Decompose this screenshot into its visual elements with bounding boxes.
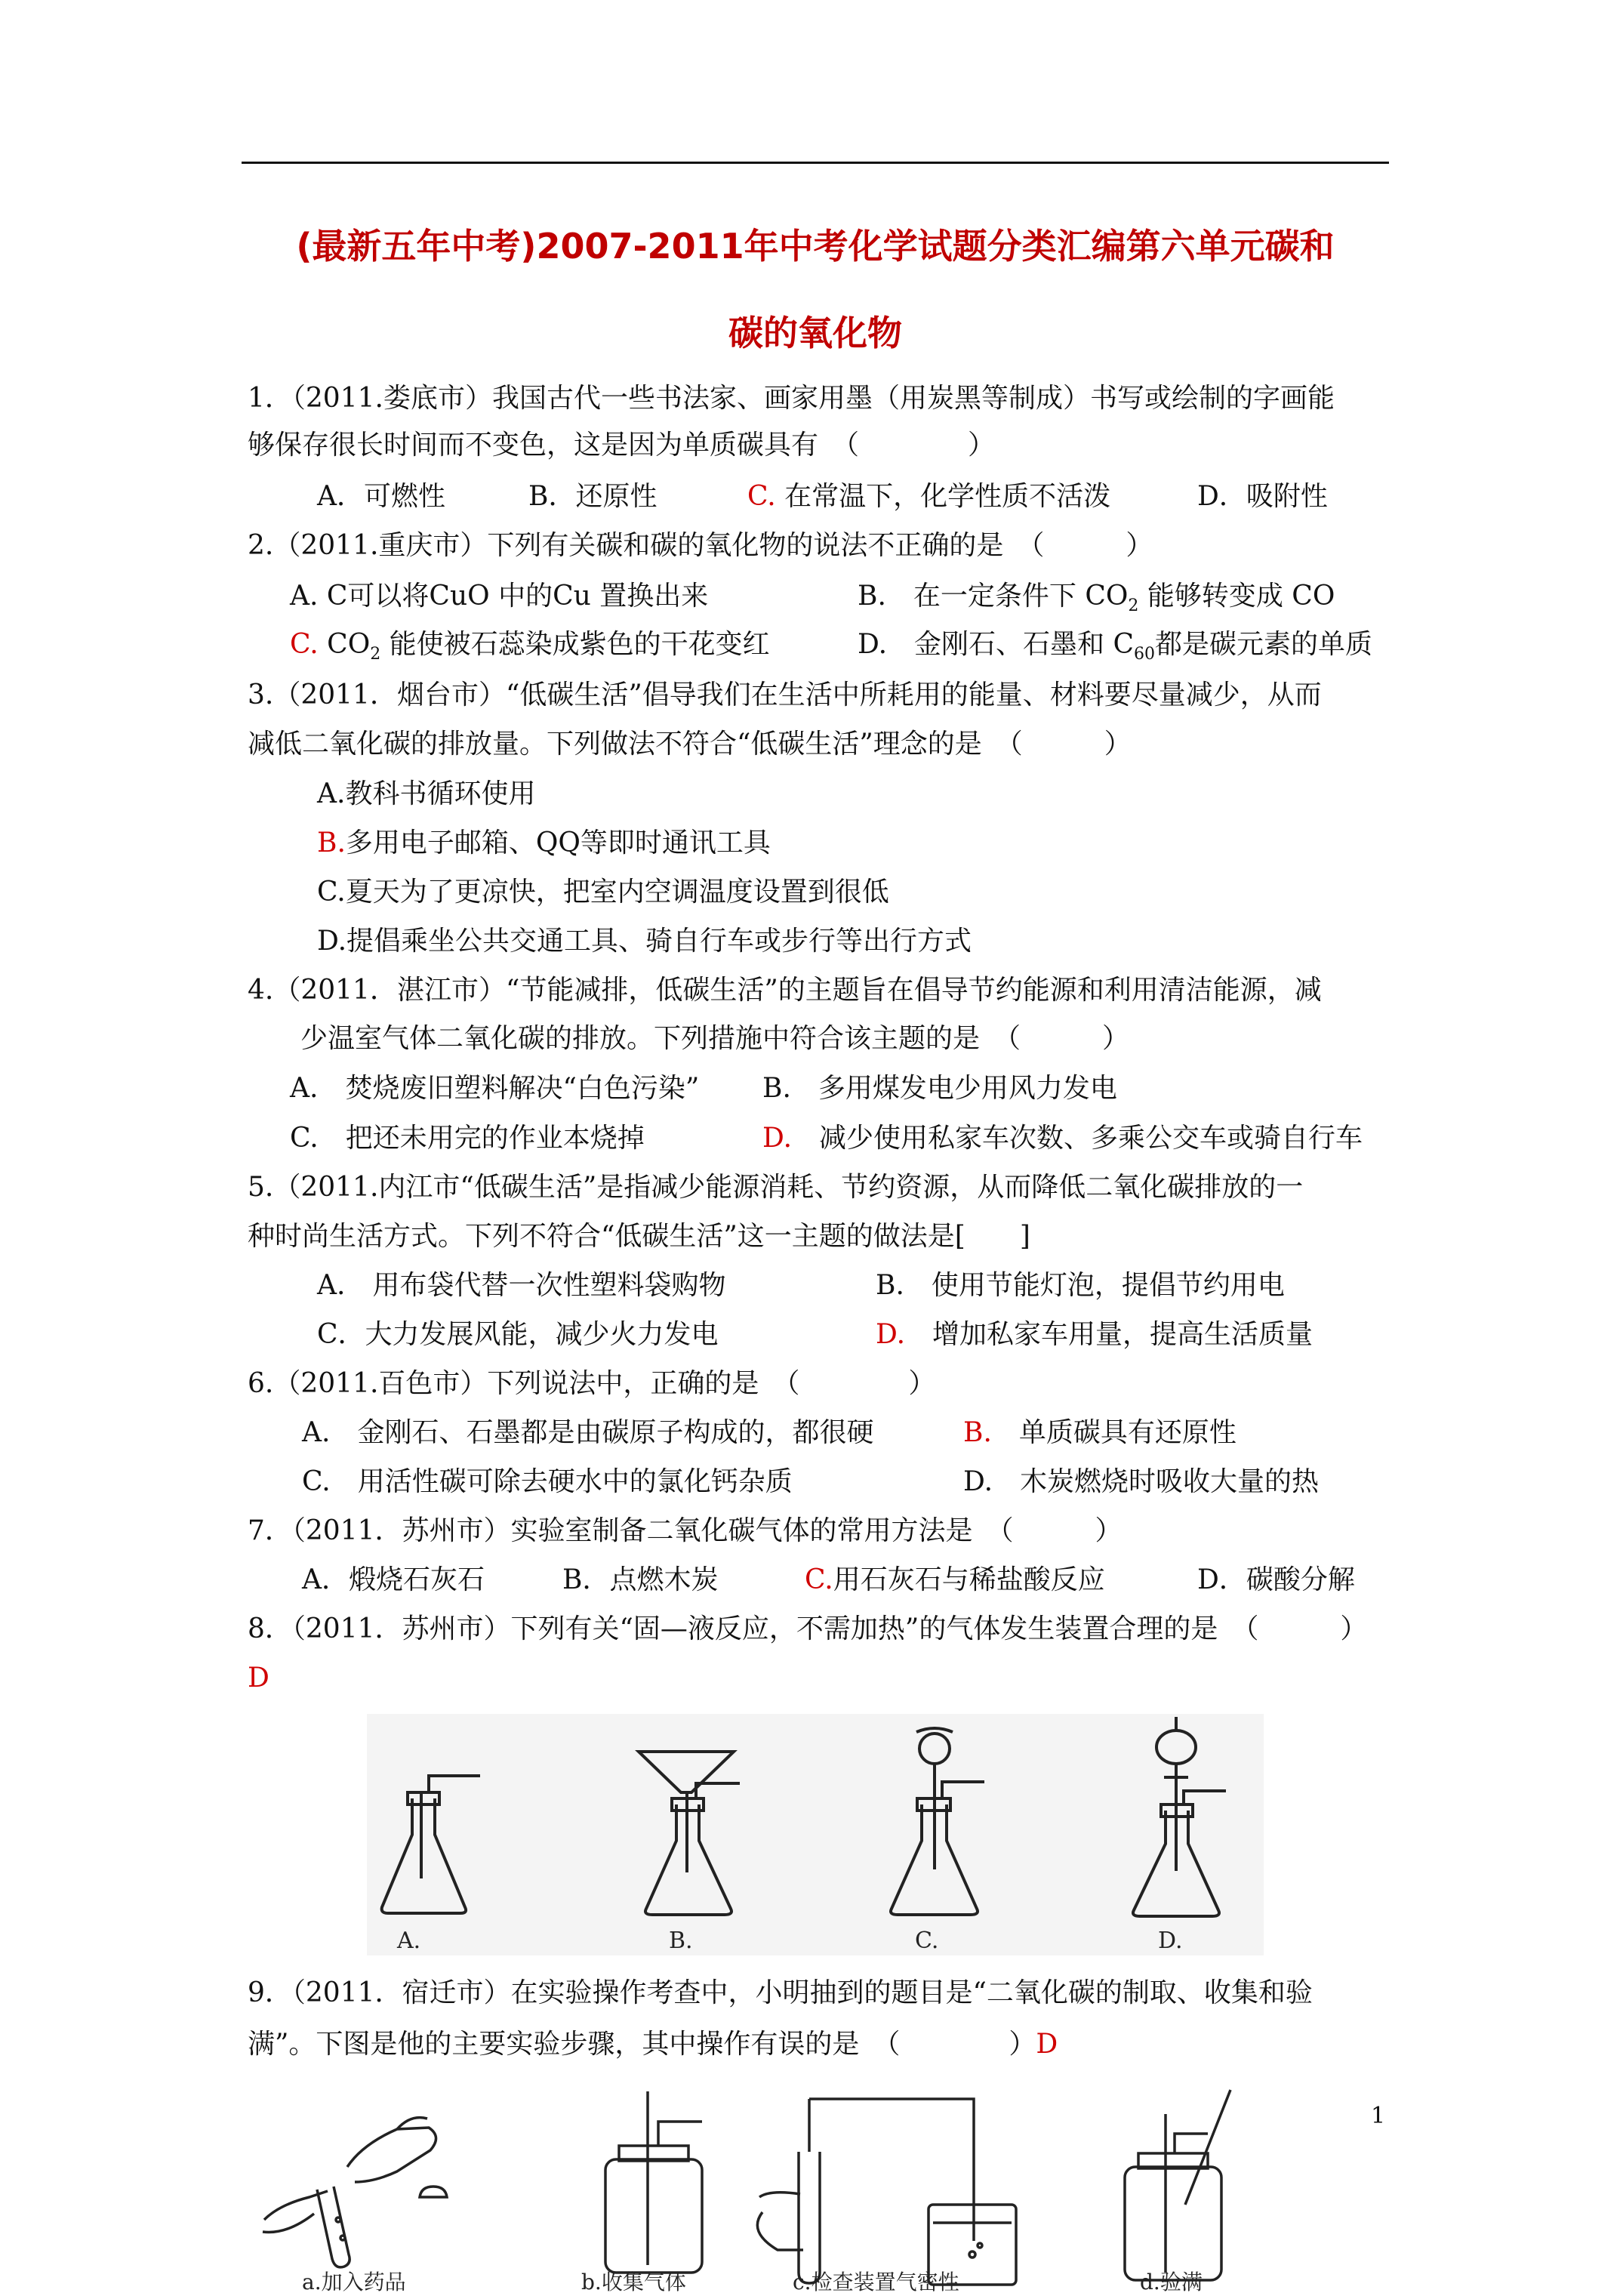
apparatus-label-c: C. [915,1928,939,1954]
q4-option-a: A. 焚烧废旧塑料解决“白色污染” [290,1073,700,1104]
q7-option-b: B．点燃木炭 [562,1564,719,1595]
q3-option-c: C.夏天为了更凉快，把室内空调温度设置到很低 [317,877,889,908]
q1-option-c: C. 在常温下，化学性质不活泼 [747,481,1111,512]
q6-answer-mark: B. [963,1417,992,1448]
q8-stem: 8．（2011．苏州市）下列有关“固—液反应，不需加热”的气体发生装置合理的是 （ ） [248,1613,1368,1644]
q3-option-b: B.多用电子邮箱、QQ等即时通讯工具 [317,827,771,858]
q5-option-b: B. 使用节能灯泡，提倡节约用电 [876,1270,1285,1301]
document-title-line1: (最新五年中考)2007-2011年中考化学试题分类汇编第六单元碳和 [296,226,1335,267]
q2-answer-mark: C. [290,629,319,660]
q2-option-a: A. C可以将CuO 中的Cu 置换出来 [290,581,709,612]
step-caption-b: b.收集气体 [581,2270,686,2294]
q9-answer: D [1036,2029,1058,2060]
q4-answer-mark: D. [762,1123,793,1154]
q5-option-d: D. 增加私家车用量，提高生活质量 [876,1319,1313,1350]
step-c-checking-airtightness [757,2099,1016,2285]
q3-option-a: A.教科书循环使用 [317,778,536,809]
document-title-line2: 碳的氧化物 [728,313,902,353]
q9-stem-line1: 9．（2011．宿迁市）在实验操作考查中，小明抽到的题目是“二氧化碳的制取、收集和验 [248,1977,1313,2008]
q8-answer: D [248,1663,269,1693]
q4-option-b: B. 多用煤发电少用风力发电 [762,1073,1117,1104]
header-rule [242,162,1389,164]
q3-answer-mark: B. [317,827,346,858]
q6-option-a: A. 金刚石、石墨都是由碳原子构成的，都很硬 [302,1417,874,1448]
q1-stem-line2: 够保存很长时间而不变色，这是因为单质碳具有 （ ） [248,430,996,461]
q5-option-c: C．大力发展风能，减少火力发电 [317,1319,719,1350]
q5-stem-line1: 5.（2011.内江市“低碳生活”是指减少能源消耗、节约资源，从而降低二氧化碳排放的一 [248,1172,1304,1203]
q7-answer-mark: C. [805,1564,833,1595]
q4-stem-line2: 少温室气体二氧化碳的排放。下列措施中符合该主题的是 （ ） [300,1023,1130,1054]
q1-stem-line1: 1．（2011.娄底市）我国古代一些书法家、画家用墨（用炭黑等制成）书写或绘制的字画能 [248,383,1335,414]
q1-option-b: B．还原性 [528,481,658,512]
apparatus-label-a: A. [397,1928,421,1954]
q2-stem: 2.（2011.重庆市）下列有关碳和碳的氧化物的说法不正确的是 （ ） [248,530,1153,561]
q6-option-b: B. 单质碳具有还原性 [963,1417,1236,1448]
step-caption-d: d.验满 [1140,2270,1203,2294]
q4-stem-line1: 4.（2011．湛江市）“节能减排，低碳生活”的主题旨在倡导节约能源和利用清洁能源，减 [248,975,1322,1006]
q2-option-d: D. 金刚石、石墨和 $C_{60}$都是碳元素的单质 [858,629,1373,664]
apparatus-label-d: D. [1158,1928,1183,1954]
q1-option-d: D．吸附性 [1197,481,1328,512]
q5-stem-line2: 种时尚生活方式。下列不符合“低碳生活”这一主题的做法是[ ] [248,1221,1030,1252]
q2-option-c: C. $CO_2$ 能使被石蕊染成紫色的干花变红 [290,629,770,664]
q9-procedure-figure [249,2084,1336,2295]
q7-option-c: C.用石灰石与稀盐酸反应 [805,1564,1105,1595]
step-a-adding-reagent [263,2118,447,2267]
q9-stem-line2: 满”。下图是他的主要实验步骤，其中操作有误的是 （ ）D [248,2029,1058,2060]
step-caption-c: c.检查装置气密性 [793,2270,959,2294]
q1-answer-mark: C. [747,481,776,512]
q8-apparatus-figure [367,1714,1264,1955]
q3-option-d: D.提倡乘坐公共交通工具、骑自行车或步行等出行方式 [317,926,972,957]
q1-option-a: A．可燃性 [317,481,445,512]
q4-option-d: D. 减少使用私家车次数、多乘公交车或骑自行车 [762,1123,1363,1154]
q3-stem-line2: 减低二氧化碳的排放量。下列做法不符合“低碳生活”理念的是 （ ） [248,729,1132,760]
apparatus-label-b: B. [669,1928,693,1954]
step-b-collecting-gas [605,2091,702,2273]
step-caption-a: a.加入药品 [302,2270,406,2294]
q7-option-d: D．碳酸分解 [1197,1564,1355,1595]
q7-option-a: A．煅烧石灰石 [302,1564,485,1595]
page-number: 1 [1371,2103,1386,2129]
q7-stem: 7．（2011．苏州市）实验室制备二氧化碳气体的常用方法是 （ ） [248,1515,1123,1546]
q5-option-a: A. 用布袋代替一次性塑料袋购物 [317,1270,726,1301]
step-d-checking-full [1125,2090,1230,2280]
q6-option-d: D. 木炭燃烧时吸收大量的热 [963,1466,1320,1497]
q6-stem: 6.（2011.百色市）下列说法中，正确的是 （ ） [248,1368,936,1399]
q6-option-c: C. 用活性碳可除去硬水中的氯化钙杂质 [302,1466,793,1497]
q2-option-b: B. 在一定条件下 $CO_2$ 能够转变成 CO [858,581,1335,615]
q3-stem-line1: 3.（2011．烟台市）“低碳生活”倡导我们在生活中所耗用的能量、材料要尽量减少，从而 [248,680,1322,710]
q5-answer-mark: D. [876,1319,906,1350]
q4-option-c: C. 把还未用完的作业本烧掉 [290,1123,645,1154]
